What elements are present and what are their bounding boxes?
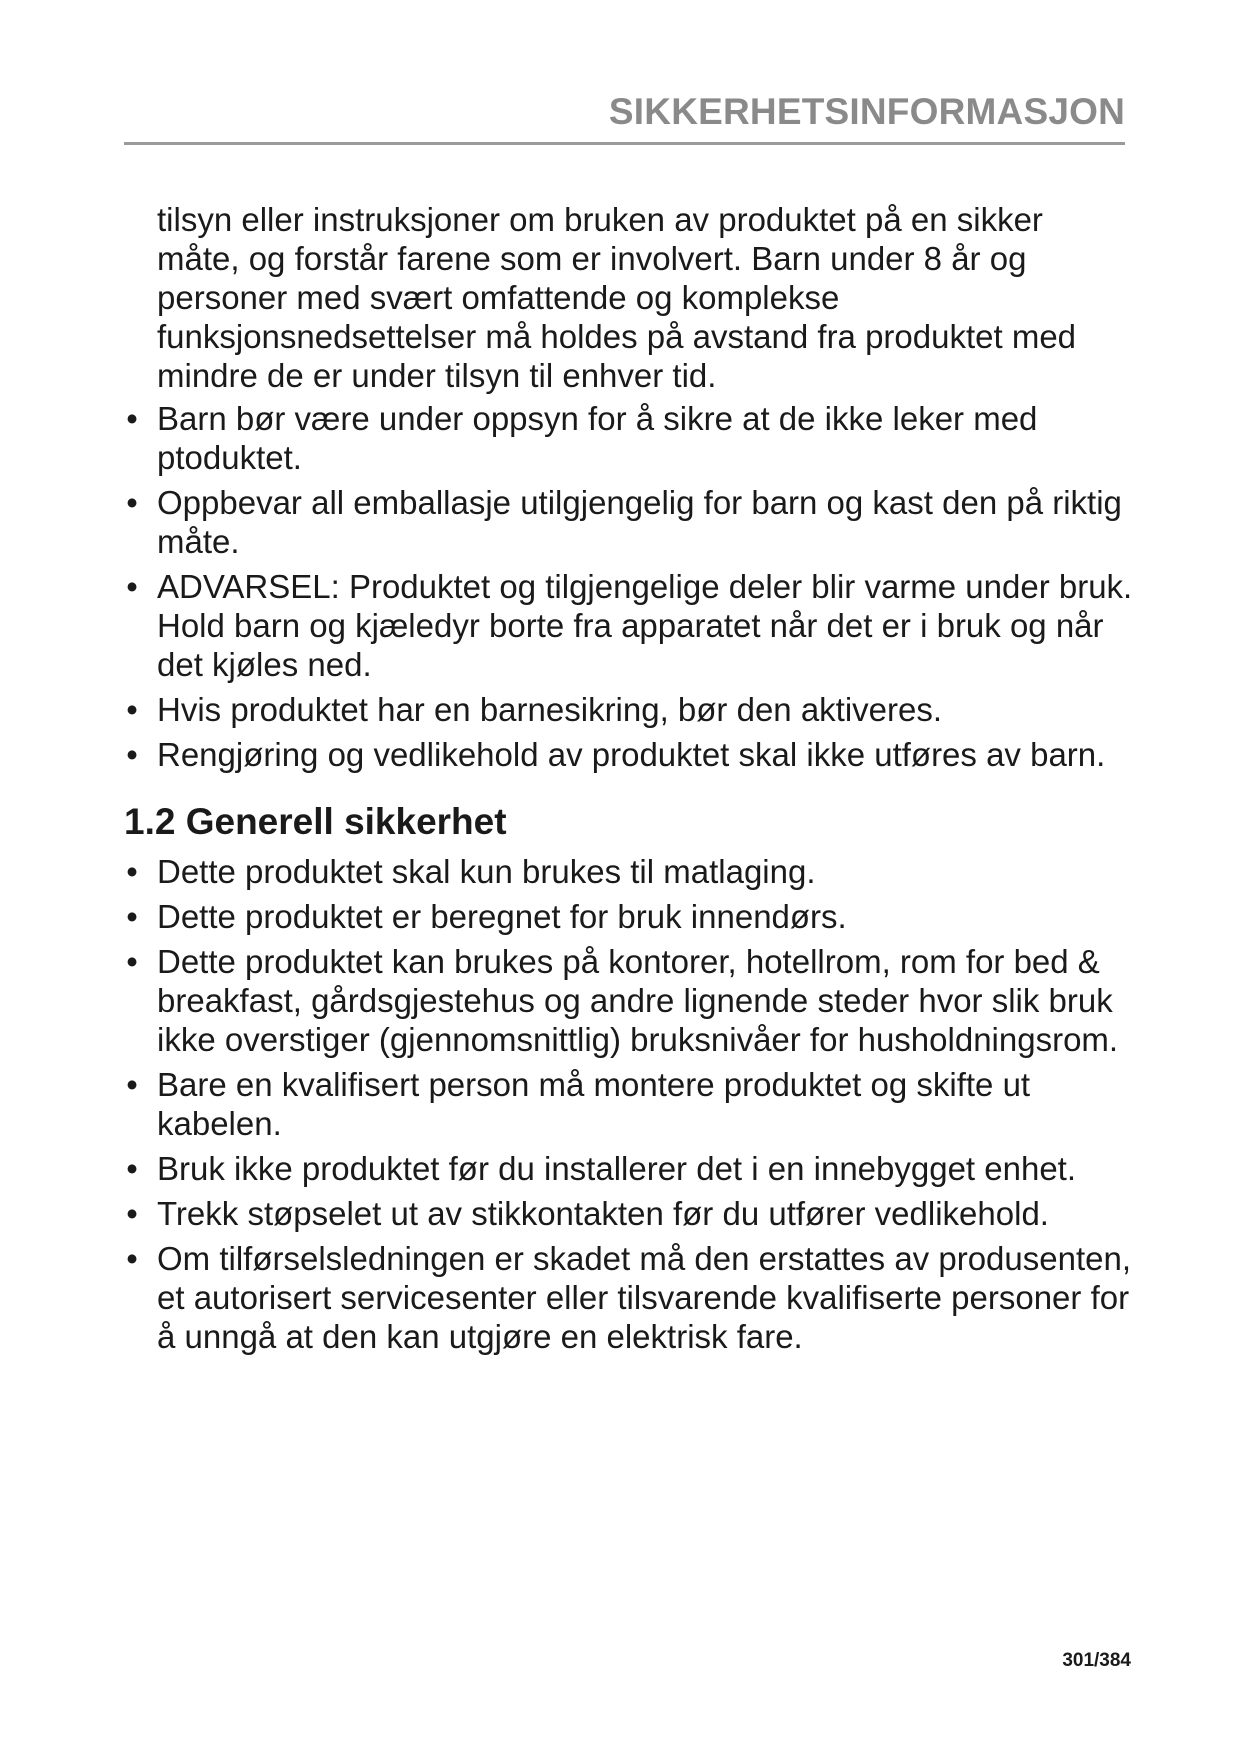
bullet-icon: • [126,853,138,890]
list-item [124,897,1134,936]
list-item [124,567,1134,684]
bullet-icon: • [126,691,138,728]
page-header [124,90,1125,145]
list-item-text: Dette produktet kan brukes på kontorer, hotellrom, rom for bed & breakfast, gårdsgjestehus og andre lignende steder hvor slik bruk ikke overstiger (gjennomsnittlig) bruksnivåer for husholdningsrom. [157,943,1119,1058]
bullet-icon: • [126,736,138,773]
list-item-text: Hvis produktet har en barnesikring, bør den aktiveres. [157,691,943,728]
page-content [124,200,1134,1362]
list-item [124,1194,1134,1233]
bullet-icon: • [126,484,138,521]
list-item-text: Bare en kvalifisert person må montere produktet og skifte ut kabelen. [157,1066,1031,1142]
list-item-text: Dette produktet er beregnet for bruk innendørs. [157,898,847,935]
bullet-icon: • [126,1150,138,1187]
list-item-text: Om tilførselsledningen er skadet må den erstattes av produsenten, et autorisert servicesenter eller tilsvarende kvalifiserte personer for å unngå at den kan utgjøre en elektrisk fare. [157,1240,1131,1355]
list-item-text: Barn bør være under oppsyn for å sikre at de ikke leker med ptoduktet. [157,400,1038,476]
bullet-icon: • [126,1195,138,1232]
bullet-icon: • [126,568,138,605]
bullet-icon: • [126,1240,138,1277]
bullet-icon: • [126,1066,138,1103]
list-item-text: ADVARSEL: Produktet og tilgjengelige deler blir varme under bruk. Hold barn og kjæledyr borte fra apparatet når det er i bruk og når det kjøles ned. [157,568,1133,683]
list-item [124,735,1134,774]
continuation-paragraph: tilsyn eller instruksjoner om bruken av produktet på en sikker måte, og forstår farene som er involvert. Barn under 8 år og personer med svært omfattende og komplekse funksjonsnedsettelser må holdes på avstand fra produktet med mindre de er under tilsyn til enhver tid. [157,201,1077,394]
list-item [124,852,1134,891]
list-item [124,942,1134,1059]
list-item [124,690,1134,729]
bullet-icon: • [126,898,138,935]
list-item-text: Trekk støpselet ut av stikkontakten før du utfører vedlikehold. [157,1195,1049,1232]
list-item [124,399,1134,477]
section-heading: 1.2 Generell sikkerhet [124,801,507,842]
list-item [124,1065,1134,1143]
list-item [124,1239,1134,1356]
header-title: SIKKERHETSINFORMASJON [608,91,1125,132]
list-item-text: Bruk ikke produktet før du installerer det i en innebygget enhet. [157,1150,1077,1187]
list-item [124,483,1134,561]
list-item-text: Oppbevar all emballasje utilgjengelig for barn og kast den på riktig måte. [157,484,1122,560]
list-item [124,1149,1134,1188]
list-item-text: Dette produktet skal kun brukes til matlaging. [157,853,816,890]
bullet-icon: • [126,400,138,437]
page-number: 301/384 [1062,1650,1131,1671]
list-item-text: Rengjøring og vedlikehold av produktet skal ikke utføres av barn. [157,736,1106,773]
bullet-icon: • [126,943,138,980]
